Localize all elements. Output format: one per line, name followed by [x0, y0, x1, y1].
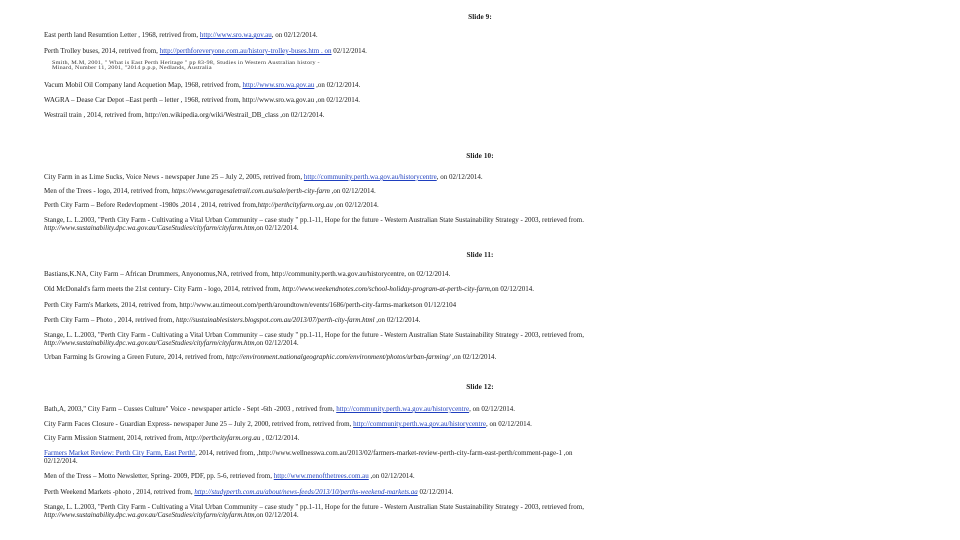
ref-text: ,on 02/12/2014.	[314, 81, 361, 89]
ref-link[interactable]: http://perthcityfarm.org.au	[257, 201, 333, 209]
ref-text: ,on 02/12/2014.	[489, 285, 535, 293]
reference-entry	[44, 47, 914, 55]
ref-text: Perth Trolley buses, 2014, retrived from,	[44, 47, 160, 55]
ref-link[interactable]: Farmers Market Review: Perth City Farm, East Perth!	[44, 449, 196, 457]
ref-text: , on 02/12/2014.	[469, 405, 515, 413]
ref-text: ,on 02/12/2014.	[450, 353, 497, 361]
ref-link[interactable]: http://perthforeveryone.com.au/history-trolley-buses.htm . on	[159, 47, 332, 55]
ref-link[interactable]: https://www.garagesaletrail.com.au/sale/perth-city-farm	[171, 187, 330, 195]
ref-text: East perth land Resumtion Letter , 1968, retrived from,	[44, 31, 200, 39]
ref-link[interactable]: http://www.sustainability.dpc.wa.gov.au/CaseStudies/cityfarm/cityfarm.htm	[44, 224, 255, 233]
ref-text: ,on 02/12/2014.	[254, 339, 299, 348]
ref-link[interactable]: http://www.sro.wa.gov.au	[242, 81, 315, 89]
ref-text: ,on 02/12/2014.	[254, 511, 299, 520]
ref-text: ,on 02/12/2014.	[374, 316, 421, 324]
reference-entry	[44, 285, 914, 293]
ref-link[interactable]: http://www.sustainability.dpc.wa.gov.au/CaseStudies/cityfarm/cityfarm.htm	[44, 339, 255, 348]
reference-entry	[44, 472, 914, 480]
ref-text: ,on 02/12/2014.	[332, 201, 379, 209]
ref-text: Perth City Farm – Photo , 2014, retrived from,	[44, 316, 176, 324]
ref-text: 02/12/2014.	[44, 457, 78, 466]
reference-entry	[44, 331, 914, 348]
ref-text: Old McDonald's farm meets the 21st century- City Farm - logo, 2014, retrived from,	[44, 285, 283, 293]
ref-text: 02/12/2014.	[331, 47, 367, 55]
ref-text: Bastians,K.NA, City Farm – African Drummers, Anyonomus,NA, retrived from, http://community.perth.wa.gov.au/historycentre, on 02/12/2014.	[44, 270, 451, 278]
reference-entry-partially-hidden	[52, 61, 922, 71]
ref-text: Minard, Number 11, 2001, "2014 p.p.p, Nedlands, Australia	[52, 65, 212, 71]
reference-entry	[44, 316, 914, 324]
reference-entry	[44, 301, 914, 309]
ref-text: Perth City Farm – Before Redevlopment -1980s ,2014 , 2014, retrived from,	[44, 201, 258, 209]
ref-text: City Farm Faces Closure - Guardian Express- newspaper June 25 – July 2, 2000, retrived from, retrived from,	[44, 420, 354, 428]
ref-link[interactable]: http://perthcityfarm.org.au	[185, 434, 261, 442]
reference-entry	[44, 270, 914, 278]
ref-text: , on 02/12/2014.	[436, 173, 483, 181]
ref-text: , on 02/12/2014.	[485, 420, 532, 428]
slide-11-title: Slide 11:	[466, 251, 494, 259]
reference-entry	[44, 187, 914, 195]
reference-entry	[44, 405, 914, 413]
ref-text: ,on 02/12/2014.	[329, 187, 376, 195]
ref-text: WAGRA – Dease Car Depot –East perth – letter , 1968, retrived from, http://www.sro.wa.gov.au ,on 02/12/2014.	[44, 96, 360, 104]
slide-12-title: Slide 12:	[466, 383, 494, 391]
ref-link[interactable]: http://community.perth.wa.gov.au/historycentre	[336, 405, 470, 413]
ref-text: Stange, L. L.2003, "Perth City Farm - Cultivating a Vital Urban Community – case study " pp.1-11, Hope for the future - Western Australian State Sustainability Strategy - 2003, retrieved from.	[44, 216, 585, 224]
reference-entry	[44, 449, 914, 466]
ref-text: Men of the Tress – Motto Newsletter, Spring- 2009, PDF, pp. 5-6, retrieved from,	[44, 472, 274, 480]
ref-text: , 02/12/2014.	[260, 434, 300, 442]
ref-link[interactable]: http://studyperth.com.au/about/news-feeds/2013/10/perths-weekend-markets.aa	[194, 488, 418, 496]
ref-text: City Farm Mission Statment, 2014, retrived from,	[44, 434, 186, 442]
ref-text: , 2014, retrived from, ,http://www.wellnesswa.com.au/2013/02/farmers-market-review-perth-city-farm-east-perth/comment-page-1 ,on	[195, 449, 573, 457]
ref-text: Stange, L. L.2003, "Perth City Farm - Cultivating a Vital Urban Community – case study " pp.1-11, Hope for the future - Western Australian State Sustainability Strategy - 2003, retrieved from,	[44, 331, 585, 339]
ref-text: , on 02/12/2014.	[271, 31, 318, 39]
ref-text: Bath,A, 2003," City Farm – Cusses Culture" Voice - newspaper article - Sept -6th -2003 , retrived from,	[44, 405, 337, 413]
ref-text: ,on 02/12/2014.	[368, 472, 415, 480]
slide-10-title: Slide 10:	[466, 152, 494, 160]
ref-link[interactable]: http://www.sustainability.dpc.wa.gov.au/CaseStudies/cityfarm/cityfarm.htm	[44, 511, 255, 520]
reference-entry	[44, 503, 914, 520]
ref-link[interactable]: http://community.perth.wa.gov.au/historycentre	[353, 420, 486, 428]
slide-9-title: Slide 9:	[468, 13, 492, 21]
reference-entry	[44, 420, 914, 428]
reference-entry	[44, 488, 914, 496]
ref-link[interactable]: http://sustainablesisters.blogspot.com.au/2013/07/perth-city-farm.html	[175, 316, 375, 324]
ref-text: Vacum Mobil Oil Company land Acquetion Map, 1968, retrived from,	[44, 81, 243, 89]
ref-link[interactable]: http://www.weekendnotes.com/school-holiday-program-at-perth-city-farm	[282, 285, 490, 293]
reference-entry	[44, 434, 914, 442]
ref-link[interactable]: http://environment.nationalgeographic.com/environment/photos/urban-farming/	[225, 353, 451, 361]
ref-link[interactable]: http://www.menofthetrees.com.au	[273, 472, 369, 480]
ref-text: ,on 02/12/2014.	[254, 224, 299, 233]
reference-entry	[44, 201, 914, 209]
reference-entry	[44, 31, 914, 39]
reference-entry	[44, 96, 914, 104]
ref-text: Urban Farming Is Growing a Green Future, 2014, retrived from,	[44, 353, 226, 361]
reference-entry	[44, 216, 914, 233]
ref-text: Stange, L. L.2003, "Perth City Farm - Cultivating a Vital Urban Community – case study " pp.1-11, Hope for the future - Western Australian State Sustainability Strategy - 2003, retrieved from,	[44, 503, 585, 511]
reference-entry	[44, 111, 914, 119]
reference-entry	[44, 173, 914, 181]
ref-link[interactable]: http://www.sro.wa.gov.au	[199, 31, 272, 39]
ref-text: Smith, M.M, 2001, " What is East Perth Heritage " pp 83-98, Studies in Western Australian history -	[52, 60, 320, 66]
ref-text: Perth City Farm's Markets, 2014, retrived from, http://www.au.timeout.com/perth/aroundtown/events/1686/perth-city-farms-marketson 01/12/2104	[44, 301, 457, 309]
ref-text: Westrail train , 2014, retrived from, http://en.wikipedia.org/wiki/Westrail_DB_class ,on 02/12/2014.	[44, 111, 325, 119]
ref-text: Perth Weekend Markets -photo , 2014, retrived from,	[44, 488, 195, 496]
ref-text: Men of the Trees - logo, 2014, retrived from,	[44, 187, 172, 195]
ref-text: 02/12/2014.	[417, 488, 454, 496]
ref-text: City Farm in as Lime Sucks, Voice News - newspaper June 25 – July 2, 2005, retrived from,	[44, 173, 304, 181]
ref-link[interactable]: http://community.perth.wa.gov.au/historycentre	[303, 173, 437, 181]
reference-entry	[44, 81, 914, 89]
reference-entry	[44, 353, 914, 361]
